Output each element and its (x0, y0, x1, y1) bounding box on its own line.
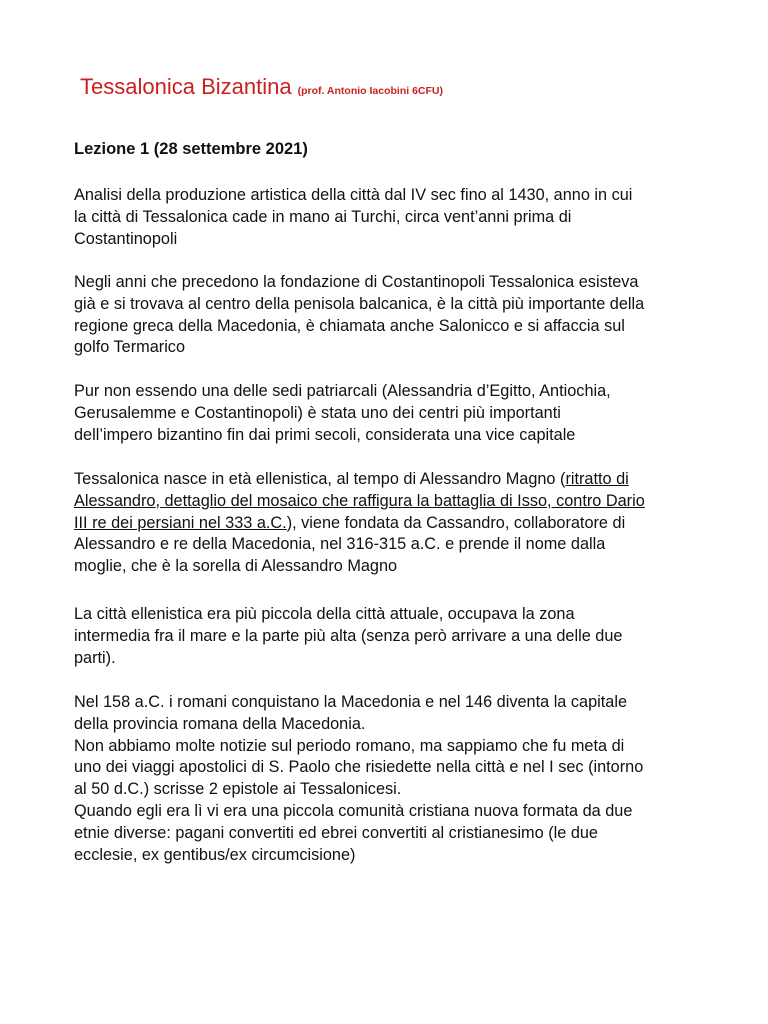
text-line: parti). (74, 648, 116, 667)
text-line: Negli anni che precedono la fondazione di Costantinopoli Tessalonica esisteva (74, 273, 639, 291)
text-line: intermedia fra il mare e la parte più alta (senza però arrivare a una delle due (74, 626, 623, 645)
paragraph-intro (74, 185, 632, 250)
text-line: Alessandro e re della Macedonia, nel 316-315 a.C. e prende il nome dalla (74, 535, 606, 554)
text-line: Costantinopoli (74, 229, 178, 248)
text-line: Pur non essendo una delle sedi patriarcali (Alessandria d’Egitto, Antiochia, (74, 382, 611, 400)
text-segment: ), viene fondata da Cassandro, collaboratore di (286, 513, 626, 532)
text-line: uno dei viaggi apostolici di S. Paolo che risiedette nella città e nel I sec (intorno (74, 758, 644, 777)
text-line: già e si trovava al centro della penisola balcanica, è la città più importante della (74, 294, 645, 313)
text-line: della provincia romana della Macedonia. (74, 714, 366, 733)
text-line: La città ellenistica era più piccola della città attuale, occupava la zona (74, 605, 575, 623)
title-text: Tessalonica Bizantina (80, 74, 292, 99)
text-line: Quando egli era lì vi era una piccola comunità cristiana nuova formata da due (74, 801, 633, 820)
text-line: ecclesie, ex gentibus/ex circumcisione) (74, 845, 356, 864)
text-line (74, 469, 645, 491)
text-line: regione greca della Macedonia, è chiamata anche Salonicco e si affaccia sul (74, 316, 625, 335)
paragraph-hellenistic (74, 469, 645, 578)
text-line: Non abbiamo molte notizie sul periodo romano, ma sappiamo che fu meta di (74, 736, 625, 755)
text-segment: Tessalonica nasce in età ellenistica, al tempo di Alessandro Magno ( (74, 470, 566, 488)
underlined-reference: III re dei persiani nel 333 a.C. (74, 513, 287, 532)
text-line: golfo Termarico (74, 338, 186, 357)
text-line: Analisi della produzione artistica della città dal IV sec fino al 1430, anno in cui (74, 186, 633, 204)
text-line: Nel 158 a.C. i romani conquistano la Macedonia e nel 146 diventa la capitale (74, 693, 628, 711)
text-line: Gerusalemme e Costantinopoli) è stata uno dei centri più importanti (74, 403, 561, 422)
paragraph-patriarchal (74, 381, 611, 446)
text-line: dell’impero bizantino fin dai primi secoli, considerata una vice capitale (74, 425, 576, 444)
text-line: moglie, che è la sorella di Alessandro Magno (74, 557, 398, 576)
text-line: etnie diverse: pagani convertiti ed ebrei convertiti al cristianesimo (le due (74, 823, 598, 842)
underlined-reference: Alessandro, dettaglio del mosaico che raffigura la battaglia di Isso, contro Dario (74, 491, 645, 510)
underlined-reference: ritratto di (565, 470, 629, 488)
paragraph-foundation (74, 272, 644, 359)
text-line (74, 513, 645, 535)
paragraph-city-extent (74, 604, 622, 669)
text-line: al 50 d.C.) scrisse 2 epistole ai Tessalonicesi. (74, 780, 402, 799)
paragraph-roman-period (74, 692, 643, 866)
document-title (80, 74, 443, 100)
text-line: la città di Tessalonica cade in mano ai Turchi, circa vent’anni prima di (74, 207, 572, 226)
lesson-heading: Lezione 1 (28 settembre 2021) (74, 140, 308, 158)
title-subtitle: (prof. Antonio Iacobini 6CFU) (297, 85, 444, 97)
